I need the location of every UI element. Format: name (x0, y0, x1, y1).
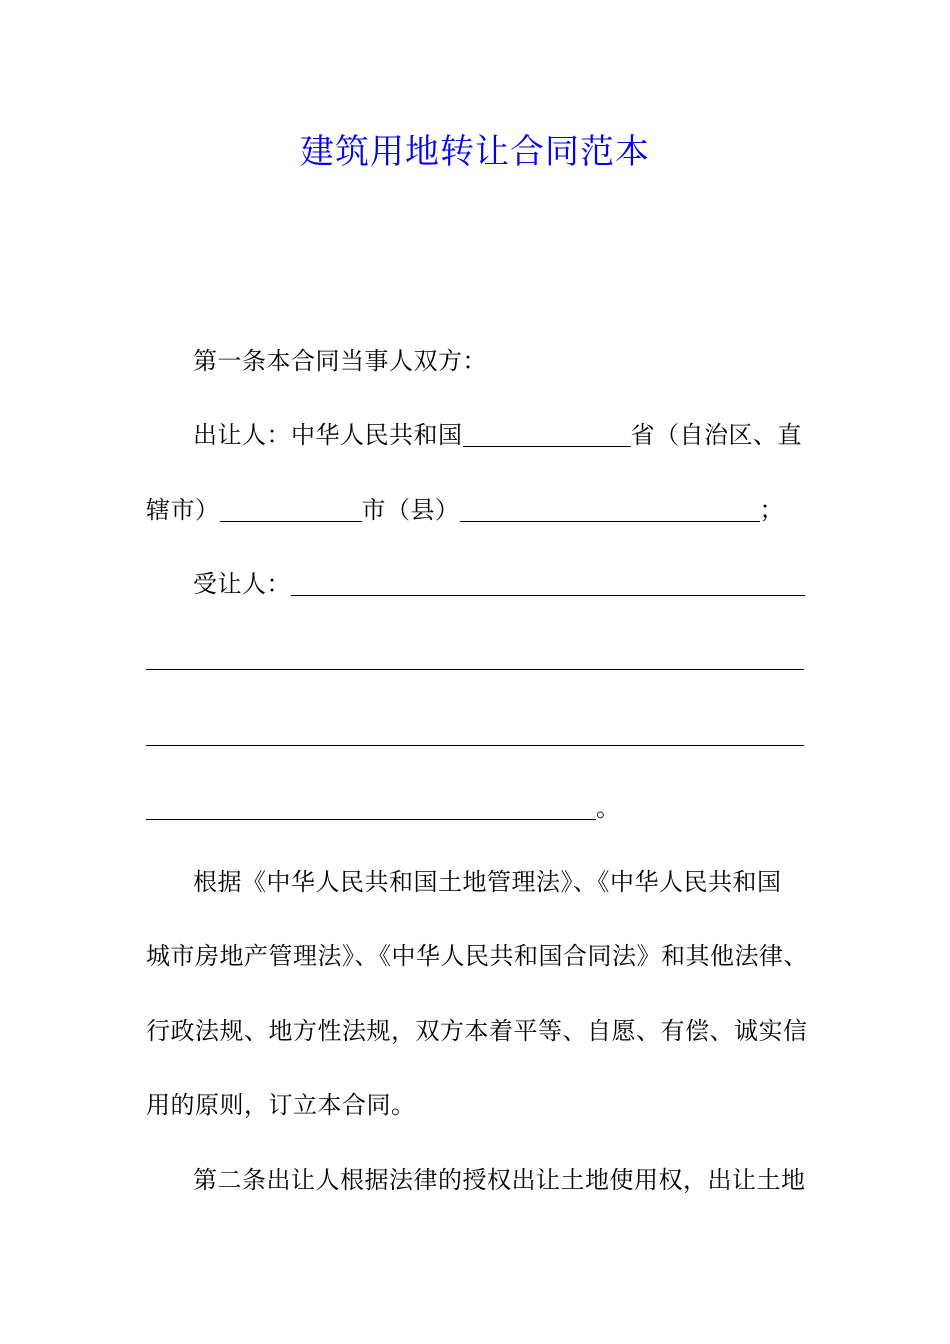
document-title: 建筑用地转让合同范本 (300, 132, 650, 172)
basis-line-4: 用的原则，订立本合同。 (146, 1091, 416, 1119)
transferee-blank-4 (146, 793, 596, 820)
article1-heading: 第一条本合同当事人双方： (193, 347, 487, 375)
transferee-blank-2 (146, 643, 804, 670)
transferor-label: 出让人：中华人民共和国 (193, 421, 463, 449)
basis-line-1: 根据《中华人民共和国土地管理法》、《中华人民共和国 (193, 868, 782, 896)
city-blank (220, 495, 362, 522)
transferee-blank-3 (146, 719, 804, 746)
province-suffix: 省（自治区、直 (630, 421, 802, 449)
transferor-line (193, 415, 802, 455)
transferee-blank-line-2 (146, 638, 804, 678)
county-blank (460, 495, 760, 522)
city-label: 市（县） (361, 496, 460, 524)
transferor-end: ； (759, 496, 784, 524)
province-blank (463, 420, 631, 447)
municipality-label: 辖市） (146, 496, 220, 524)
transferor-location-line (146, 490, 784, 530)
basis-line-2: 城市房地产管理法》、《中华人民共和国合同法》和其他法律、 (146, 942, 808, 970)
transferee-label: 受让人： (193, 570, 291, 598)
article2-line-1: 第二条出让人根据法律的授权出让土地使用权，出让土地 (193, 1166, 806, 1194)
transferee-line (193, 564, 805, 604)
basis-line-3: 行政法规、地方性法规，双方本着平等、自愿、有偿、诚实信 (146, 1017, 808, 1045)
transferee-blank-1 (291, 569, 805, 596)
transferee-blank-line-3 (146, 714, 804, 754)
transferee-blank-line-4 (146, 788, 621, 828)
transferee-end: 。 (596, 794, 621, 822)
